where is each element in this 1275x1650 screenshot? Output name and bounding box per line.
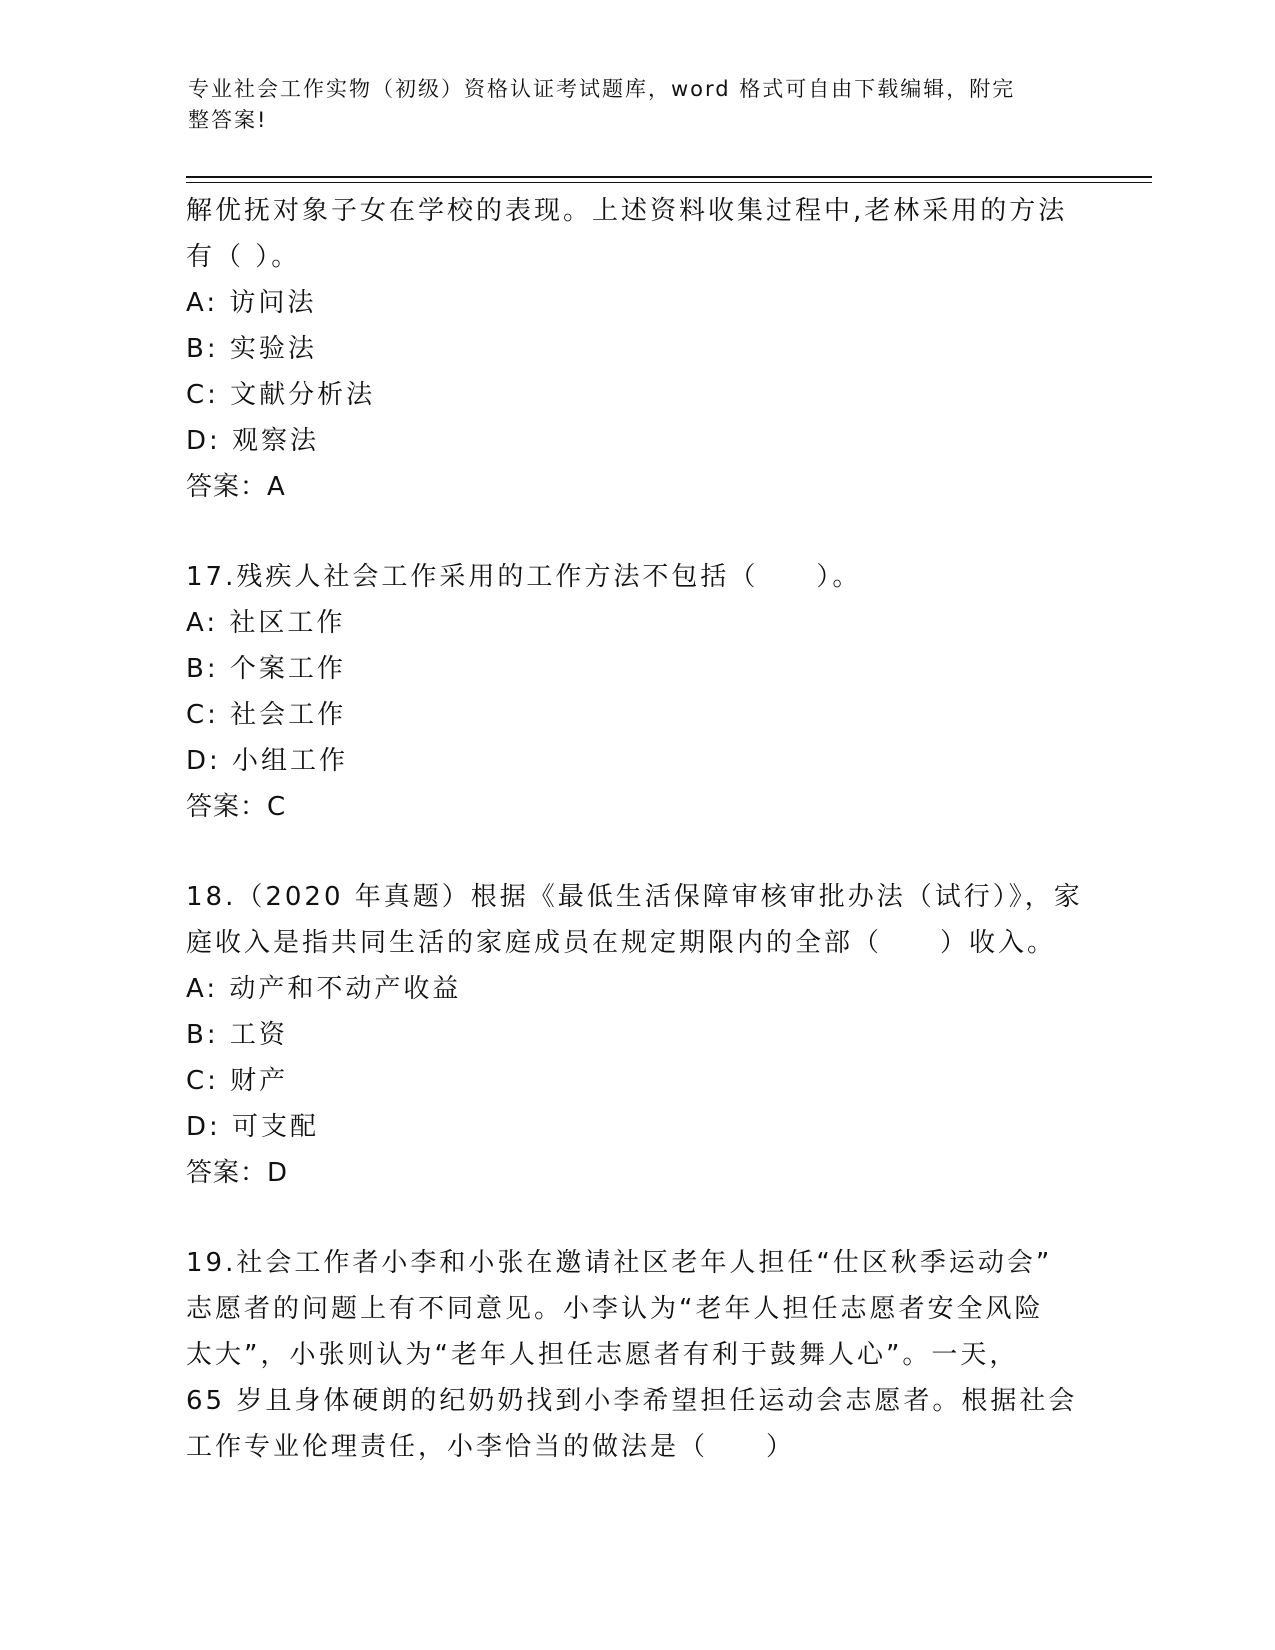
question-stem-line: 19.社会工作者小李和小张在邀请社区老年人担任“仕区秋季运动会” bbox=[186, 1248, 1053, 1278]
question-17 bbox=[186, 554, 1086, 830]
question-stem-line: 解优抚对象子女在学校的表现。上述资料收集过程中,老林采用的方法 bbox=[186, 196, 1068, 226]
option-b: B: 个案工作 bbox=[186, 654, 346, 684]
option-d: D: 可支配 bbox=[186, 1112, 320, 1142]
question-stem-line: 工作专业伦理责任，小李恰当的做法是（ ） bbox=[186, 1432, 796, 1462]
option-c: C: 社会工作 bbox=[186, 700, 347, 730]
question-16 bbox=[186, 188, 1086, 510]
question-19 bbox=[186, 1240, 1086, 1470]
option-b: B: 工资 bbox=[186, 1020, 288, 1050]
answer-line: 答案：A bbox=[186, 472, 286, 502]
spacer bbox=[186, 830, 1086, 874]
option-d: D: 小组工作 bbox=[186, 746, 349, 776]
question-stem-line: 志愿者的问题上有不同意见。小李认为“老年人担任志愿者安全风险 bbox=[186, 1294, 1044, 1324]
header-rule-thin bbox=[186, 182, 1152, 183]
question-18 bbox=[186, 874, 1086, 1196]
question-stem-line: 17.残疾人社会工作采用的工作方法不包括（ ）。 bbox=[186, 562, 862, 592]
spacer bbox=[186, 510, 1086, 554]
question-stem-line: 太大”，小张则认为“老年人担任志愿者有利于鼓舞人心”。一天， bbox=[186, 1340, 1019, 1370]
option-d: D: 观察法 bbox=[186, 426, 320, 456]
question-stem-line: 18.（2020 年真题）根据《最低生活保障审核审批办法（试行）》，家 bbox=[186, 882, 1083, 912]
question-stem-line: 庭收入是指共同生活的家庭成员在规定期限内的全部（ ）收入。 bbox=[186, 928, 1057, 958]
page-header bbox=[188, 74, 1068, 136]
header-line-1: 专业社会工作实物（初级）资格认证考试题库，word 格式可自由下载编辑，附完 bbox=[188, 77, 1016, 101]
option-c: C: 财产 bbox=[186, 1066, 289, 1096]
question-stem-line: 65 岁且身体硬朗的纪奶奶找到小李希望担任运动会志愿者。根据社会 bbox=[186, 1386, 1078, 1416]
question-list bbox=[186, 188, 1086, 1470]
question-stem-line: 有（ ）。 bbox=[186, 242, 301, 272]
option-a: A: 动产和不动产收益 bbox=[186, 974, 462, 1004]
option-c: C: 文献分析法 bbox=[186, 380, 376, 410]
option-b: B: 实验法 bbox=[186, 334, 317, 364]
option-a: A: 社区工作 bbox=[186, 608, 346, 638]
spacer bbox=[186, 1196, 1086, 1240]
header-rule-thick bbox=[186, 176, 1152, 178]
option-a: A: 访问法 bbox=[186, 288, 317, 318]
answer-line: 答案：D bbox=[186, 1158, 289, 1188]
header-line-2: 整答案! bbox=[188, 108, 268, 132]
answer-line: 答案：C bbox=[186, 792, 287, 822]
